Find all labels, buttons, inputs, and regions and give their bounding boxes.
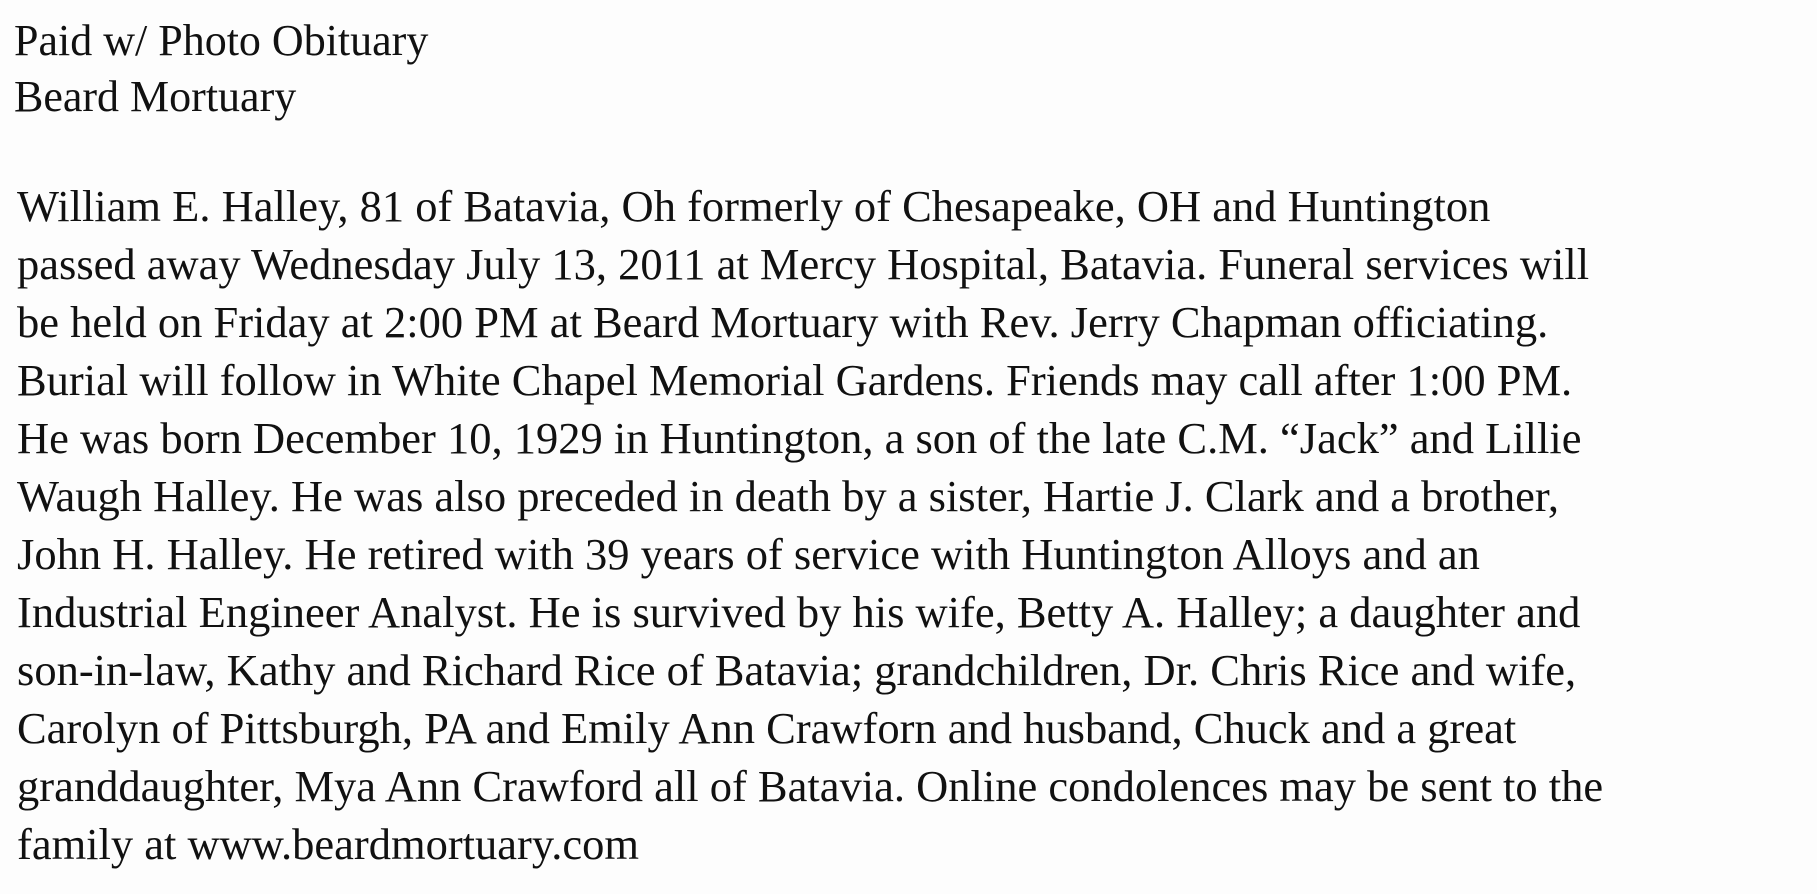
obituary-line: Industrial Engineer Analyst. He is survived by his wife, Betty A. Halley; a daughter and	[17, 587, 1581, 637]
obituary-line: He was born December 10, 1929 in Huntington, a son of the late C.M. “Jack” and Lillie	[17, 413, 1582, 463]
obituary-line: passed away Wednesday July 13, 2011 at Mercy Hospital, Batavia. Funeral services will	[17, 239, 1590, 289]
obituary-line-with-website: family at www.beardmortuary.com	[17, 819, 639, 869]
obituary-line: Burial will follow in White Chapel Memorial Gardens. Friends may call after 1:00 PM.	[17, 355, 1573, 405]
obituary-line: John H. Halley. He retired with 39 years of service with Huntington Alloys and an	[17, 529, 1480, 579]
obituary-line: be held on Friday at 2:00 PM at Beard Mortuary with Rev. Jerry Chapman officiating.	[17, 297, 1549, 347]
obituary-body	[17, 177, 1603, 873]
obituary-type-label: Paid w/ Photo Obituary	[14, 16, 429, 65]
obituary-line: granddaughter, Mya Ann Crawford all of Batavia. Online condolences may be sent to the	[17, 761, 1604, 811]
obituary-line: William E. Halley, 81 of Batavia, Oh formerly of Chesapeake, OH and Huntington	[17, 181, 1491, 231]
document-header	[14, 13, 428, 125]
obituary-line: Carolyn of Pittsburgh, PA and Emily Ann Crawforn and husband, Chuck and a great	[17, 703, 1517, 753]
obituary-line: son-in-law, Kathy and Richard Rice of Batavia; grandchildren, Dr. Chris Rice and wife,	[17, 645, 1577, 695]
obituary-line: Waugh Halley. He was also preceded in death by a sister, Hartie J. Clark and a brother,	[17, 471, 1559, 521]
funeral-home-name: Beard Mortuary	[14, 72, 297, 121]
